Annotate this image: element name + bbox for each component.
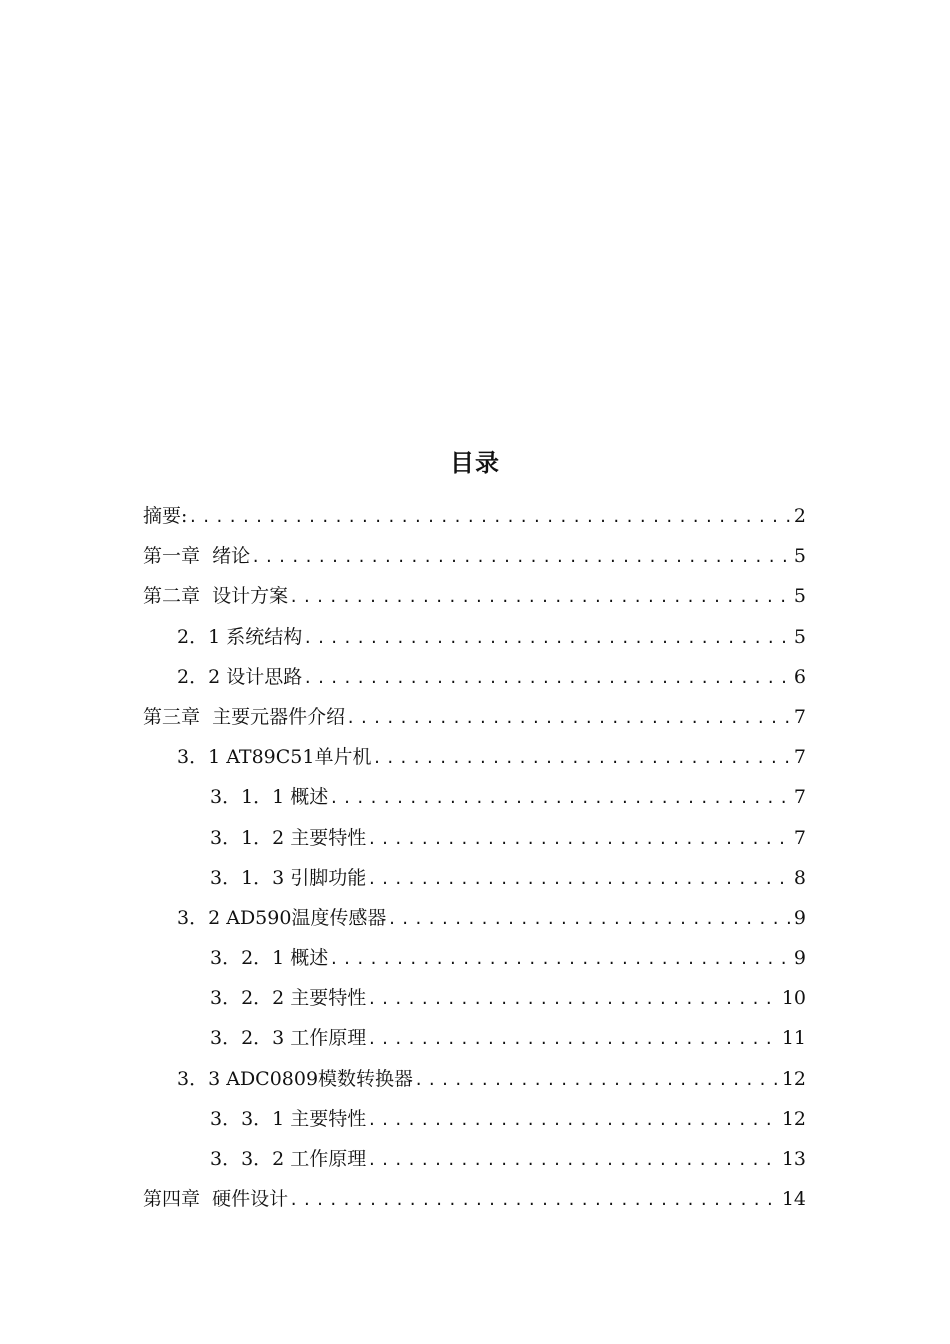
- toc-entry-page: 11: [781, 1027, 806, 1050]
- toc-entry-section-3-3[interactable]: [143, 1059, 806, 1099]
- toc-entry-label: 3．1 AT89C51单片机: [177, 746, 372, 769]
- toc-entry-label: 摘要:: [143, 505, 188, 527]
- toc-entry-section-3-2-3[interactable]: [143, 1018, 806, 1058]
- toc-entry-page: 9: [793, 947, 806, 970]
- toc-entry-label: 第三章 主要元器件介绍: [143, 705, 346, 728]
- toc-dot-leader: [188, 497, 792, 536]
- toc-dot-leader: [303, 618, 792, 657]
- toc-entry-section-3-3-2[interactable]: [143, 1139, 806, 1179]
- toc-dot-leader: [289, 577, 792, 616]
- toc-entry-label: 3．3 ADC0809模数转换器: [177, 1067, 414, 1090]
- toc-entry-page: 7: [793, 786, 806, 809]
- toc-dot-leader: [367, 859, 792, 898]
- toc-entry-label: 3．2 AD590温度传感器: [177, 906, 387, 929]
- toc-entry-label: 3．3．1 主要特性: [210, 1107, 367, 1130]
- toc-entry-page: 10: [781, 987, 806, 1010]
- toc-dot-leader: [329, 778, 792, 817]
- toc-entry-label: 2．1 系统结构: [177, 625, 303, 648]
- toc-entry-page: 9: [793, 906, 806, 929]
- toc-entry-label: 3．1．1 概述: [210, 786, 329, 809]
- toc-entry-section-3-1-2[interactable]: [143, 818, 806, 858]
- toc-dot-leader: [367, 1019, 780, 1058]
- toc-entry-page: 14: [781, 1188, 806, 1211]
- toc-entry-page: 12: [781, 1107, 806, 1130]
- toc-entry-label: 第一章 绪论: [143, 545, 251, 568]
- toc-entry-page: 5: [793, 585, 806, 608]
- toc-entry-label: 3．1．2 主要特性: [210, 826, 367, 849]
- table-of-contents: [143, 496, 806, 1219]
- toc-dot-leader: [329, 939, 792, 978]
- toc-entry-page: 5: [793, 545, 806, 568]
- toc-entry-label: 3．1．3 引脚功能: [210, 866, 367, 889]
- toc-entry-section-2-2[interactable]: [143, 657, 806, 697]
- toc-dot-leader: [251, 537, 792, 576]
- toc-entry-label: 3．3．2 工作原理: [210, 1148, 367, 1170]
- toc-entry-page: 12: [781, 1067, 806, 1090]
- toc-title: 目录: [450, 449, 500, 477]
- toc-entry-label: 2．2 设计思路: [177, 665, 303, 688]
- toc-entry-section-3-1-3[interactable]: [143, 858, 806, 898]
- toc-entry-chapter-3[interactable]: [143, 697, 806, 737]
- toc-dot-leader: [367, 979, 780, 1018]
- toc-entry-label: 3．2．2 主要特性: [210, 987, 367, 1010]
- toc-dot-leader: [303, 658, 792, 697]
- toc-entry-section-3-2-1[interactable]: [143, 938, 806, 978]
- toc-entry-chapter-2[interactable]: [143, 576, 806, 616]
- toc-entry-chapter-1[interactable]: [143, 536, 806, 576]
- toc-entry-page: 6: [793, 665, 806, 688]
- toc-dot-leader: [387, 899, 791, 938]
- toc-dot-leader: [367, 1100, 780, 1139]
- toc-entry-page: 5: [793, 625, 806, 648]
- toc-entry-page: 7: [793, 746, 806, 769]
- toc-dot-leader: [367, 1140, 780, 1179]
- toc-entry-label: 第二章 设计方案: [143, 585, 289, 608]
- toc-dot-leader: [414, 1060, 780, 1099]
- toc-entry-page: 8: [793, 866, 806, 889]
- toc-dot-leader: [367, 819, 792, 858]
- toc-entry-chapter-4[interactable]: [143, 1179, 806, 1219]
- toc-entry-page: 7: [793, 826, 806, 849]
- toc-dot-leader: [372, 738, 791, 777]
- toc-entry-page: 7: [793, 705, 806, 728]
- toc-entry-label: 3．2．1 概述: [210, 947, 329, 970]
- toc-entry-section-3-1[interactable]: [143, 737, 806, 777]
- toc-entry-label: 第四章 硬件设计: [143, 1188, 289, 1211]
- toc-entry-page: 2: [793, 505, 806, 527]
- toc-entry-section-3-2-2[interactable]: [143, 978, 806, 1018]
- toc-entry-section-3-2[interactable]: [143, 898, 806, 938]
- toc-entry-page: 13: [781, 1148, 806, 1170]
- toc-dot-leader: [289, 1180, 780, 1219]
- toc-entry-abstract[interactable]: [143, 496, 806, 536]
- toc-dot-leader: [346, 698, 792, 737]
- toc-entry-section-3-3-1[interactable]: [143, 1099, 806, 1139]
- toc-entry-section-2-1[interactable]: [143, 617, 806, 657]
- toc-entry-section-3-1-1[interactable]: [143, 777, 806, 817]
- toc-entry-label: 3．2．3 工作原理: [210, 1027, 367, 1050]
